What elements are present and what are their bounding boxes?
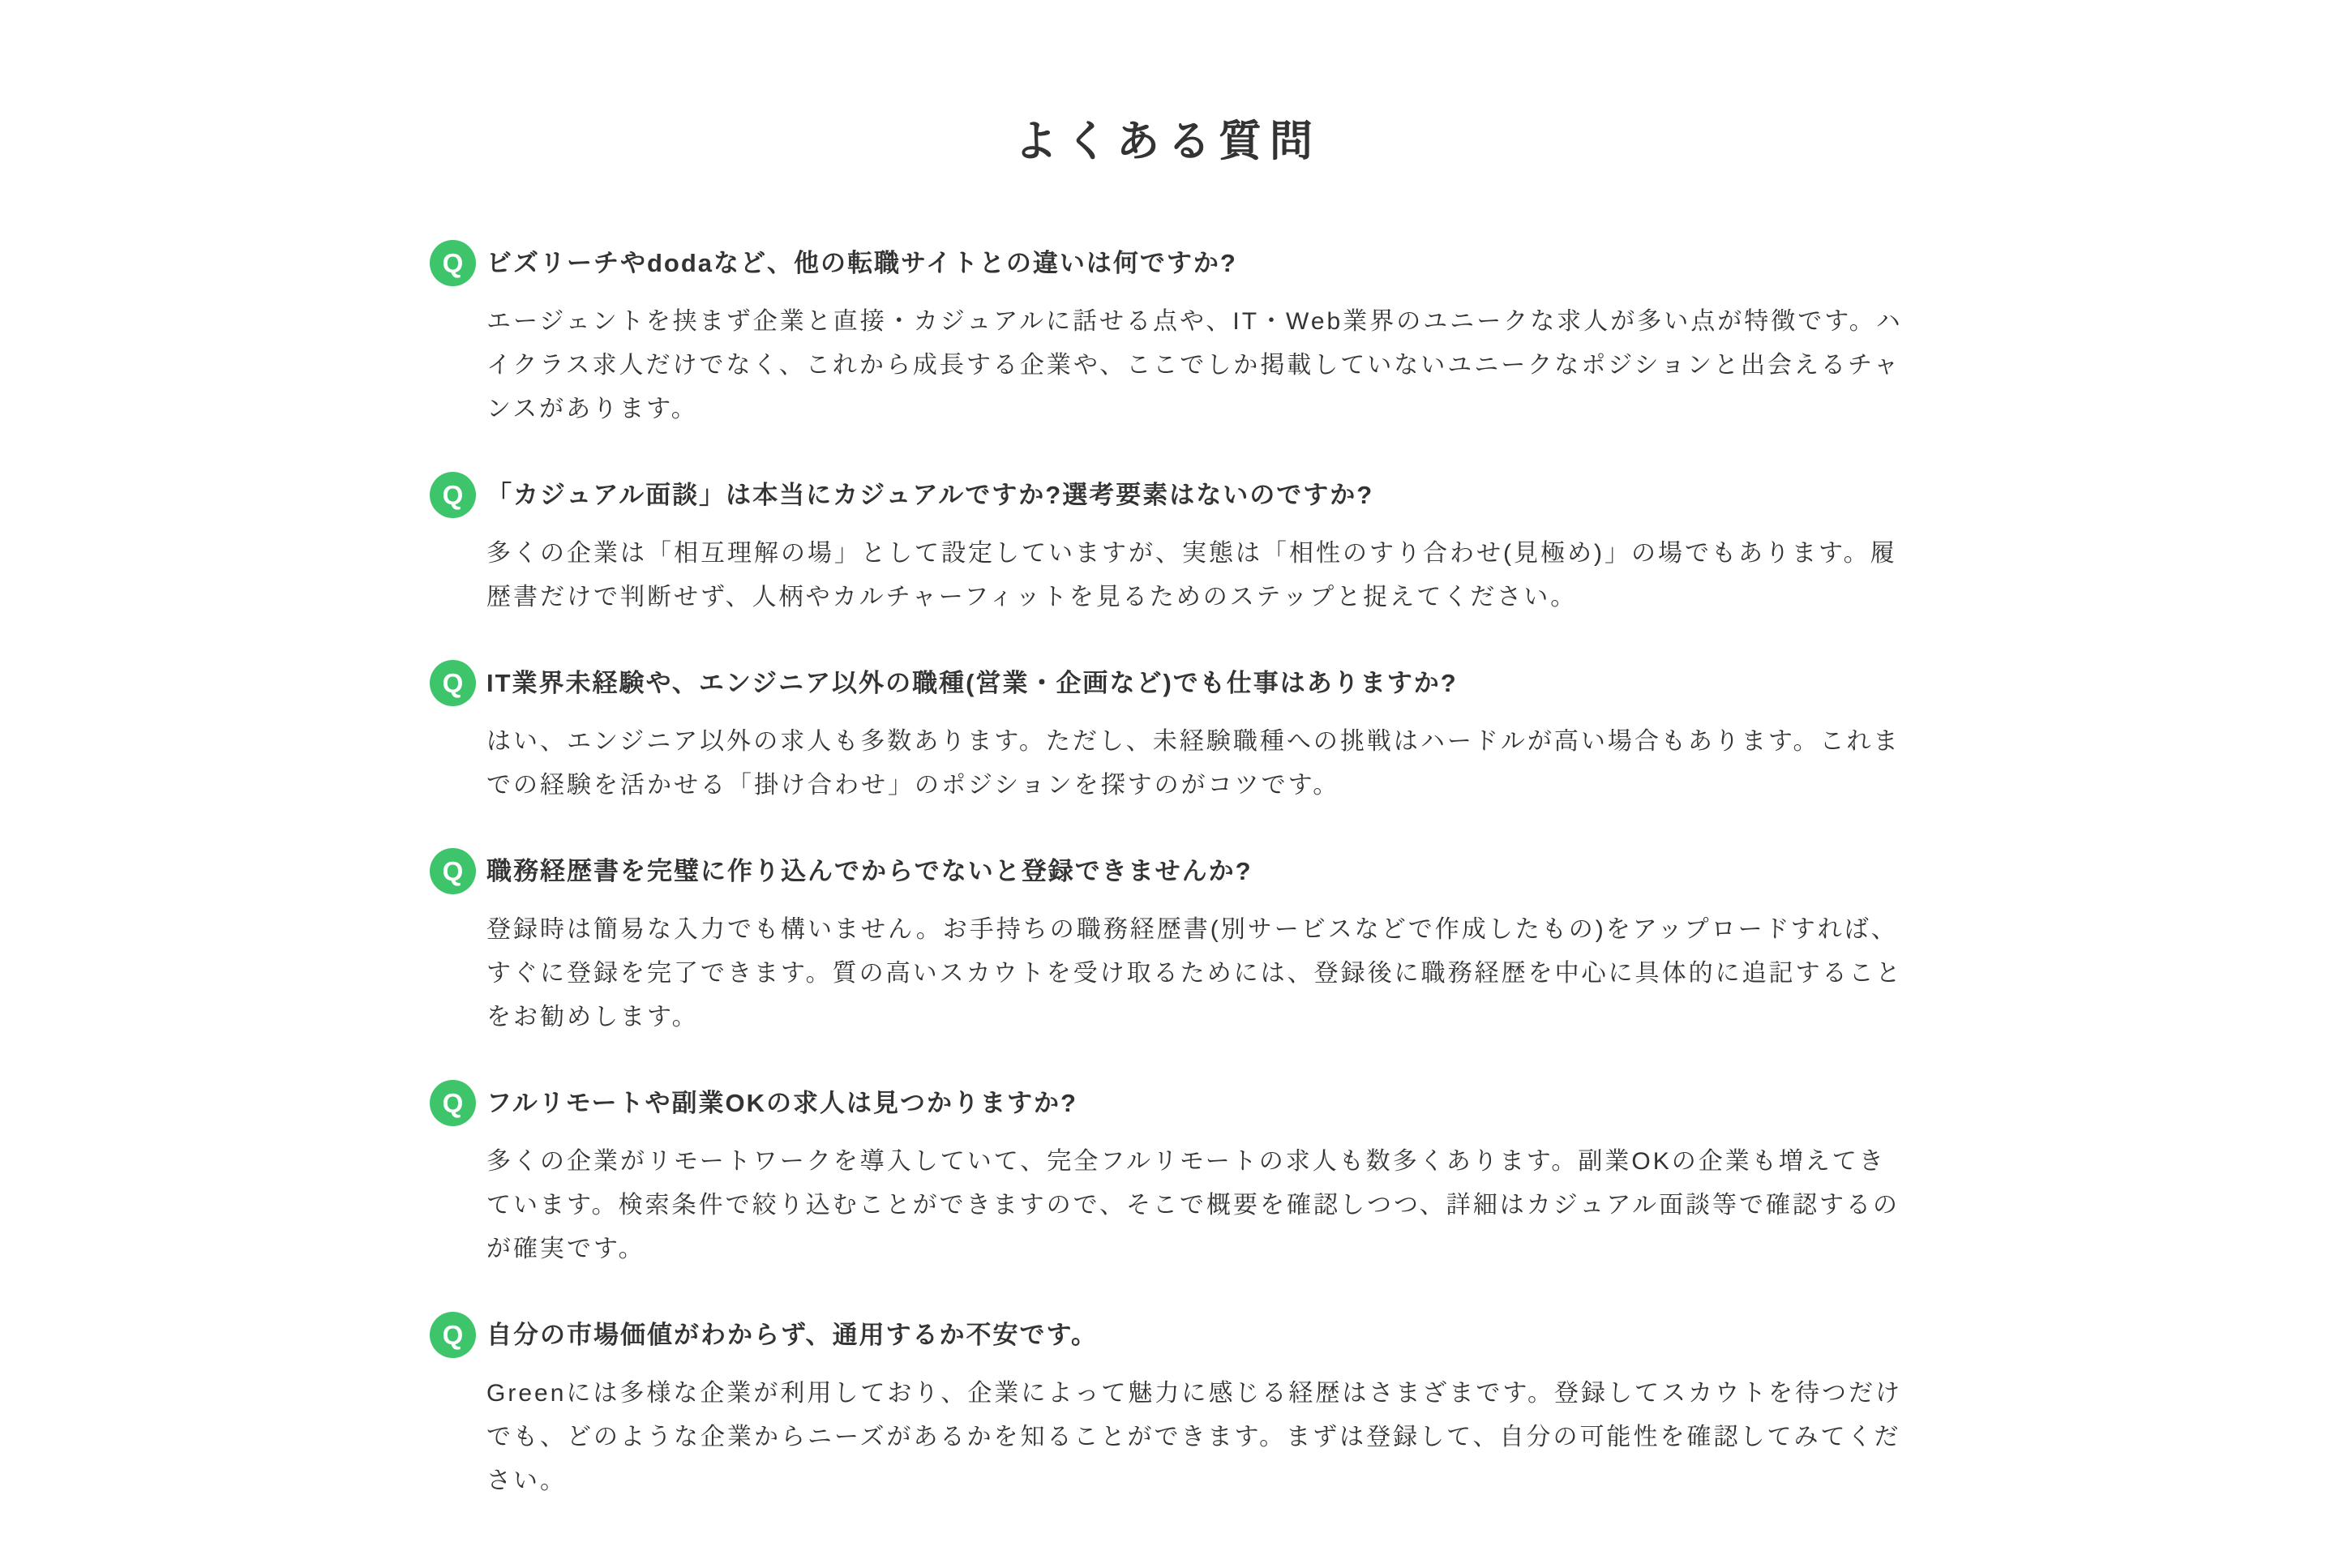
faq-question-row (430, 1080, 1905, 1126)
faq-question-row (430, 848, 1905, 894)
faq-answer: 多くの企業は「相互理解の場」として設定していますが、実態は「相性のすり合わせ(見極め)」の場でもあります。履歴書だけで判断せず、人柄やカルチャーフィットを見るためのステップと捉えてください。 (486, 540, 1897, 610)
faq-question: フルリモートや副業OKの求人は見つかりますか? (486, 1088, 1078, 1117)
faq-item (430, 848, 1905, 1039)
faq-answer: 登録時は簡易な入力でも構いません。お手持ちの職務経歴書(別サービスなどで作成したもの)をアップロードすれば、すぐに登録を完了できます。質の高いスカウトを受け取るためには、登録後に職務経歴を中心に具体的に追記することをお勧めします。 (486, 916, 1903, 1030)
faq-answer: Greenには多様な企業が利用しており、企業によって魅力に感じる経歴はさまざまです。登録してスカウトを待つだけでも、どのような企業からニーズがあるかを知ることができます。まずは登録して、自分の可能性を確認してみてください。 (486, 1380, 1902, 1494)
faq-item (430, 240, 1905, 431)
page-title: よくある質問 (1014, 118, 1321, 165)
faq-item (430, 1080, 1905, 1271)
question-badge-icon: Q (430, 1080, 476, 1126)
faq-item (430, 1312, 1905, 1503)
faq-answer: 多くの企業がリモートワークを導入していて、完全フルリモートの求人も数多くあります。副業OKの企業も増えてきています。検索条件で絞り込むことができますので、そこで概要を確認しつつ、詳細はカジュアル面談等で確認するのが確実です。 (486, 1148, 1900, 1262)
faq-question-row (430, 1312, 1905, 1358)
faq-question: 「カジュアル面談」は本当にカジュアルですか?選考要素はないのですか? (486, 480, 1374, 509)
faq-question-row (430, 660, 1905, 706)
faq-question: ビズリーチやdodaなど、他の転職サイトとの違いは何ですか? (486, 248, 1237, 277)
faq-item (430, 660, 1905, 808)
faq-section (430, 0, 1905, 1503)
faq-question-row (430, 240, 1905, 286)
faq-answer: はい、エンジニア以外の求人も多数あります。ただし、未経験職種への挑戦はハードルが高い場合もあります。これまでの経験を活かせる「掛け合わせ」のポジションを探すのがコツです。 (486, 728, 1900, 799)
question-badge-icon: Q (430, 240, 476, 286)
faq-item (430, 472, 1905, 619)
question-badge-icon: Q (430, 848, 476, 894)
question-badge-icon: Q (430, 1312, 476, 1358)
faq-question: IT業界未経験や、エンジニア以外の職種(営業・企画など)でも仕事はありますか? (486, 668, 1458, 697)
faq-question: 職務経歴書を完璧に作り込んでからでないと登録できませんか? (486, 856, 1253, 885)
question-badge-icon: Q (430, 660, 476, 706)
faq-question: 自分の市場価値がわからず、通用するか不安です。 (486, 1320, 1099, 1349)
question-badge-icon: Q (430, 472, 476, 518)
faq-question-row (430, 472, 1905, 518)
faq-answer: エージェントを挟まず企業と直接・カジュアルに話せる点や、IT・Web業界のユニークな求人が多い点が特徴です。ハイクラス求人だけでなく、これから成長する企業や、ここでしか掲載していないユニークなポジションと出会えるチャンスがあります。 (486, 308, 1903, 422)
